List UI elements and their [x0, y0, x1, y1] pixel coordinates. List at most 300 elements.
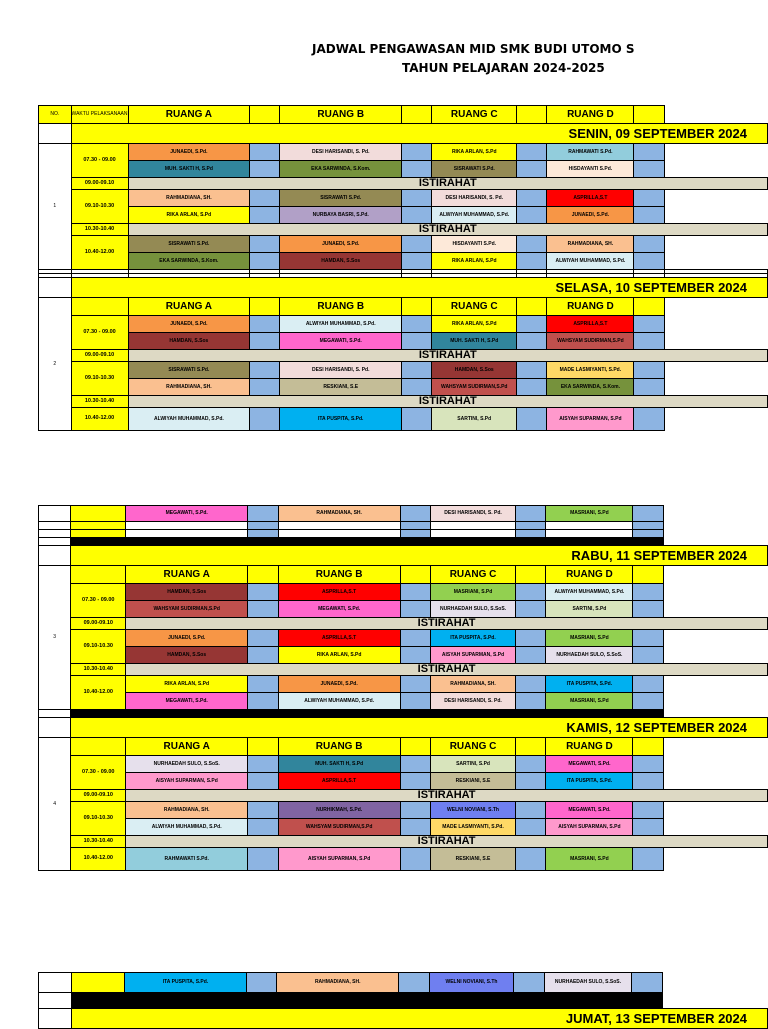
page-1	[0, 0, 768, 422]
header-room-code	[250, 298, 280, 316]
room-code-cell	[250, 190, 280, 207]
room-code-cell	[633, 676, 663, 693]
time-slot: 10.40-12.00	[71, 236, 128, 270]
header-room-code	[633, 566, 663, 584]
room-code-cell	[250, 316, 280, 333]
time-slot: 07.30 - 09.00	[71, 316, 128, 350]
room-code-cell	[402, 236, 432, 253]
room-code-cell	[250, 408, 280, 431]
schedule-table-page2	[38, 505, 768, 871]
supervisor-cell: HAMDAN, S.Sos	[126, 584, 248, 601]
empty-cell	[664, 144, 768, 161]
room-code-cell	[248, 601, 278, 618]
empty-cell	[663, 630, 767, 647]
day-no-blank	[39, 718, 71, 738]
empty-cell	[663, 773, 767, 790]
supervisor-cell: NURHIKMAH, S.Pd.	[278, 802, 400, 819]
supervisor-cell: JUNAEDI, S.Pd.	[126, 630, 248, 647]
day-title: RABU, 11 SEPTEMBER 2024	[71, 546, 768, 566]
room-code-cell	[633, 630, 663, 647]
supervisor-cell: SISRAWATI S.Pd.	[280, 190, 402, 207]
blank-cell	[39, 538, 71, 546]
supervisor-cell: ITA PUSPITA, S.Pd.	[546, 676, 633, 693]
document-title-line2: TAHUN PELAJARAN 2024-2025	[402, 61, 605, 75]
time-slot: 07.30 - 09.00	[71, 144, 128, 178]
blank-cell	[39, 522, 71, 530]
header-room-code	[517, 106, 547, 124]
room-code-cell	[400, 601, 430, 618]
supervisor-cell: HISDAYANTI S.Pd.	[432, 236, 517, 253]
room-code-cell	[402, 253, 432, 270]
supervisor-cell: ASPRILLA,S.T	[278, 584, 400, 601]
supervisor-cell: NURHAEDAH SULO, S.SoS.	[546, 647, 633, 664]
empty-cell	[663, 538, 767, 546]
supervisor-cell: NURHAEDAH SULO, S.SoS.	[126, 756, 248, 773]
header-waktu: WAKTU PELAKSANAAN	[71, 106, 128, 124]
room-code-cell	[633, 756, 663, 773]
supervisor-cell: AISYAH SUPARMAN, S.Pd	[431, 647, 516, 664]
time-slot: 09.10-10.30	[71, 802, 126, 836]
room-code-cell	[248, 506, 278, 522]
document-title-line1: JADWAL PENGAWASAN MID SMK BUDI UTOMO S	[312, 42, 635, 56]
room-code-cell	[400, 756, 430, 773]
supervisor-cell: ALWIYAH MUHAMMAD, S.Pd.	[128, 408, 250, 431]
header-room-code	[634, 298, 664, 316]
header-room-code	[517, 298, 547, 316]
supervisor-cell: RAHMADIANA, SH.	[431, 676, 516, 693]
supervisor-cell: MASRIANI, S.Pd	[546, 506, 633, 522]
room-code-cell	[517, 408, 547, 431]
supervisor-cell: MEGAWATI, S.Pd.	[546, 802, 633, 819]
supervisor-cell: AISYAH SUPARMAN, S.Pd	[547, 408, 634, 431]
room-code-cell	[248, 584, 278, 601]
supervisor-cell: RIKA ARLAN, S.Pd	[128, 207, 250, 224]
header-room: RUANG A	[128, 106, 250, 124]
supervisor-cell: NURHAEDAH SULO, S.SoS.	[431, 601, 516, 618]
supervisor-cell: MADE LASMIYANTI, S.Pd.	[547, 362, 634, 379]
empty-cell	[662, 973, 767, 993]
room-code-cell	[516, 647, 546, 664]
supervisor-cell: MASRIANI, S.Pd	[546, 848, 633, 871]
room-code-cell	[400, 584, 430, 601]
empty-cell	[663, 710, 767, 718]
supervisor-cell: RAHMADIANA, SH.	[128, 379, 250, 396]
room-code-cell	[634, 379, 664, 396]
room-code-cell	[402, 379, 432, 396]
empty-cell	[664, 362, 768, 379]
supervisor-cell: RIKA ARLAN, S.Pd	[432, 144, 517, 161]
supervisor-cell: WELNI NOVIANI, S.Th	[429, 973, 514, 993]
supervisor-cell: DESI HARISANDI, S. Pd.	[280, 144, 402, 161]
room-code-cell	[399, 973, 430, 993]
room-code-cell	[516, 601, 546, 618]
blank-cell	[39, 530, 71, 538]
supervisor-cell: WAHSYAM SUDIRMAN,S.Pd	[432, 379, 517, 396]
header-room-code	[516, 566, 546, 584]
supervisor-cell: ASPRILLA,S.T	[547, 316, 634, 333]
room-code-cell	[517, 333, 547, 350]
supervisor-cell: EKA SARWINDA, S.Kom.	[280, 161, 402, 178]
time-slot: 10.30-10.40	[71, 836, 126, 848]
empty-cell	[664, 190, 768, 207]
day-title: SELASA, 10 SEPTEMBER 2024	[71, 278, 767, 298]
header-room: RUANG C	[432, 298, 517, 316]
room-code-cell	[516, 756, 546, 773]
supervisor-cell: RESKIANI, S.E	[431, 848, 516, 871]
header-room: RUANG C	[431, 566, 516, 584]
supervisor-cell: SISRAWATI S.Pd.	[128, 236, 250, 253]
time-slot: 09.10-10.30	[71, 630, 126, 664]
room-code-cell	[250, 362, 280, 379]
blank-cell	[516, 522, 546, 530]
break-cell: ISTIRAHAT	[126, 790, 768, 802]
room-code-cell	[248, 802, 278, 819]
header-waktu-blank	[71, 298, 128, 316]
room-code-cell	[402, 190, 432, 207]
header-room: RUANG A	[128, 298, 250, 316]
room-code-cell	[633, 584, 663, 601]
break-cell: ISTIRAHAT	[128, 178, 768, 190]
day-no-blank	[39, 124, 72, 144]
header-room-code	[250, 106, 280, 124]
supervisor-cell: HAMDAN, S.Sos	[432, 362, 517, 379]
header-room: RUANG D	[546, 738, 633, 756]
day-no-blank	[39, 278, 72, 298]
header-room: RUANG A	[126, 566, 248, 584]
room-code-cell	[517, 161, 547, 178]
supervisor-cell: MASRIANI, S.Pd	[546, 630, 633, 647]
room-code-cell	[248, 756, 278, 773]
supervisor-cell: EKA SARWINDA, S.Kom.	[547, 379, 634, 396]
time-slot: 10.40-12.00	[71, 848, 126, 871]
supervisor-cell: SISRAWATI S.Pd.	[432, 161, 517, 178]
room-code-cell	[250, 207, 280, 224]
header-room: RUANG C	[431, 738, 516, 756]
room-code-cell	[402, 316, 432, 333]
supervisor-cell: ITA PUSPITA, S.Pd.	[280, 408, 402, 431]
room-code-cell	[634, 362, 664, 379]
supervisor-cell: SARTINI, S.Pd	[432, 408, 517, 431]
room-code-cell	[400, 630, 430, 647]
time-slot: 10.40-12.00	[71, 408, 128, 431]
blank-cell	[248, 530, 278, 538]
header-room-code	[402, 106, 432, 124]
header-room: RUANG B	[278, 738, 400, 756]
room-code-cell	[634, 144, 664, 161]
blank-cell	[546, 530, 633, 538]
header-room-code	[248, 738, 278, 756]
blank-cell	[546, 522, 633, 530]
supervisor-cell: MEGAWATI, S.Pd.	[280, 333, 402, 350]
room-code-cell	[250, 144, 280, 161]
header-waktu-blank	[71, 566, 126, 584]
empty-cell	[664, 298, 768, 316]
empty-cell	[664, 106, 768, 124]
break-cell: ISTIRAHAT	[126, 836, 768, 848]
time-slot: 09.10-10.30	[71, 190, 128, 224]
black-band	[71, 538, 663, 546]
room-code-cell	[634, 161, 664, 178]
time-slot: 07.30 - 09.00	[71, 584, 126, 618]
room-code-cell	[516, 819, 546, 836]
supervisor-cell: ALWIYAH MUHAMMAD, S.Pd.	[547, 253, 634, 270]
room-code-cell	[248, 693, 278, 710]
supervisor-cell: HAMDAN, S.Sos	[128, 333, 250, 350]
room-code-cell	[517, 236, 547, 253]
room-code-cell	[248, 630, 278, 647]
room-code-cell	[250, 161, 280, 178]
room-code-cell	[248, 848, 278, 871]
room-code-cell	[514, 973, 545, 993]
header-room: RUANG B	[280, 106, 402, 124]
room-code-cell	[633, 647, 663, 664]
supervisor-cell: NURHAEDAH SULO, S.SoS.	[544, 973, 631, 993]
supervisor-cell: SARTINI, S.Pd	[546, 601, 633, 618]
room-code-cell	[400, 848, 430, 871]
room-code-cell	[633, 802, 663, 819]
room-code-cell	[250, 333, 280, 350]
room-code-cell	[248, 647, 278, 664]
room-code-cell	[633, 848, 663, 871]
header-room-code	[402, 298, 432, 316]
black-band	[71, 993, 662, 1009]
break-cell: ISTIRAHAT	[126, 664, 768, 676]
carry-no-blank	[39, 506, 71, 522]
header-room-code	[400, 566, 430, 584]
supervisor-cell: DESI HARISANDI, S. Pd.	[280, 362, 402, 379]
room-code-cell	[516, 506, 546, 522]
blank-cell	[400, 522, 430, 530]
header-room: RUANG D	[547, 298, 634, 316]
header-room: RUANG D	[547, 106, 634, 124]
supervisor-cell: MADE LASMIYANTI, S.Pd.	[431, 819, 516, 836]
supervisor-cell: ALWIYAH MUHAMMAD, S.Pd.	[278, 693, 400, 710]
day-title: KAMIS, 12 SEPTEMBER 2024	[71, 718, 768, 738]
empty-cell	[664, 253, 768, 270]
empty-cell	[664, 379, 768, 396]
empty-cell	[663, 738, 767, 756]
blank-cell	[126, 522, 248, 530]
header-room: RUANG B	[280, 298, 402, 316]
empty-cell	[663, 506, 767, 522]
empty-cell	[664, 236, 768, 253]
blank-cell	[516, 530, 546, 538]
header-room-code	[516, 738, 546, 756]
page-2	[0, 502, 768, 892]
room-code-cell	[400, 676, 430, 693]
header-room-code	[634, 106, 664, 124]
room-code-cell	[517, 362, 547, 379]
supervisor-cell: SISRAWATI S.Pd.	[128, 362, 250, 379]
time-slot: 09.00-09.10	[71, 178, 128, 190]
supervisor-cell: AISYAH SUPARMAN, S.Pd	[546, 819, 633, 836]
day-number: 3	[39, 566, 71, 710]
black-band	[71, 710, 663, 718]
time-slot: 10.30-10.40	[71, 396, 128, 408]
supervisor-cell: JUNAEDI, S.Pd.	[128, 316, 250, 333]
empty-cell	[663, 647, 767, 664]
day-number: 1	[39, 144, 72, 270]
room-code-cell	[400, 819, 430, 836]
supervisor-cell: MUH. SAKTI H, S.Pd	[128, 161, 250, 178]
carry-time-blank	[71, 973, 125, 993]
room-code-cell	[402, 144, 432, 161]
supervisor-cell: RIKA ARLAN, S.Pd	[126, 676, 248, 693]
schedule-table-page1	[38, 105, 768, 431]
blank-cell	[278, 522, 400, 530]
supervisor-cell: SARTINI, S.Pd	[431, 756, 516, 773]
carry-time-blank	[71, 506, 126, 522]
room-code-cell	[516, 802, 546, 819]
blank-cell	[39, 1009, 72, 1029]
blank-cell	[400, 530, 430, 538]
supervisor-cell: ALWIYAH MUHAMMAD, S.Pd.	[546, 584, 633, 601]
room-code-cell	[250, 236, 280, 253]
header-room: RUANG A	[126, 738, 248, 756]
empty-cell	[663, 802, 767, 819]
blank-cell	[71, 522, 126, 530]
supervisor-cell: ITA PUSPITA, S.Pd.	[125, 973, 247, 993]
room-code-cell	[634, 408, 664, 431]
empty-cell	[664, 161, 768, 178]
supervisor-cell: HAMDAN, S.Sos	[126, 647, 248, 664]
time-slot: 09.00-09.10	[71, 350, 128, 362]
supervisor-cell: WAHSYAM SUDIRMAN,S.Pd	[126, 601, 248, 618]
carry-no-blank	[39, 973, 72, 993]
room-code-cell	[633, 506, 663, 522]
room-code-cell	[633, 819, 663, 836]
day-title: JUMAT, 13 SEPTEMBER 2024	[71, 1009, 767, 1029]
room-code-cell	[402, 161, 432, 178]
day-number: 4	[39, 738, 71, 871]
room-code-cell	[517, 379, 547, 396]
header-room: RUANG D	[546, 566, 633, 584]
supervisor-cell: MUH. SAKTI H, S.Pd	[278, 756, 400, 773]
room-code-cell	[634, 236, 664, 253]
room-code-cell	[248, 819, 278, 836]
supervisor-cell: ALWIYAH MUHAMMAD, S.Pd.	[126, 819, 248, 836]
supervisor-cell: ITA PUSPITA, S.Pd.	[431, 630, 516, 647]
empty-cell	[663, 676, 767, 693]
supervisor-cell: WAHSYAM SUDIRMAN,S.Pd	[278, 819, 400, 836]
room-code-cell	[633, 693, 663, 710]
room-code-cell	[402, 362, 432, 379]
supervisor-cell: HAMDAN, S.Sos	[280, 253, 402, 270]
supervisor-cell: RAHMADIANA, SH.	[128, 190, 250, 207]
room-code-cell	[400, 647, 430, 664]
supervisor-cell: RAHMADIANA, SH.	[547, 236, 634, 253]
room-code-cell	[517, 144, 547, 161]
room-code-cell	[634, 190, 664, 207]
supervisor-cell: RIKA ARLAN, S.Pd	[432, 316, 517, 333]
room-code-cell	[517, 316, 547, 333]
supervisor-cell: MASRIANI, S.Pd	[431, 584, 516, 601]
supervisor-cell: NURBAYA BASRI, S.Pd.	[280, 207, 402, 224]
room-code-cell	[400, 506, 430, 522]
supervisor-cell: ITA PUSPITA, S.Pd.	[546, 773, 633, 790]
room-code-cell	[517, 253, 547, 270]
day-title: SENIN, 09 SEPTEMBER 2024	[71, 124, 767, 144]
room-code-cell	[516, 848, 546, 871]
blank-cell	[39, 710, 71, 718]
page-3	[0, 972, 768, 1024]
time-slot: 09.00-09.10	[71, 618, 126, 630]
time-slot: 09.00-09.10	[71, 790, 126, 802]
supervisor-cell: ALWIYAH MUHAMMAD, S.Pd.	[280, 316, 402, 333]
room-code-cell	[633, 601, 663, 618]
room-code-cell	[516, 773, 546, 790]
supervisor-cell: JUNAEDI, S.Pd.	[280, 236, 402, 253]
room-code-cell	[248, 676, 278, 693]
supervisor-cell: MEGAWATI, S.Pd.	[126, 506, 248, 522]
room-code-cell	[516, 584, 546, 601]
empty-cell	[663, 530, 767, 538]
time-slot: 09.10-10.30	[71, 362, 128, 396]
room-code-cell	[400, 693, 430, 710]
time-slot: 10.30-10.40	[71, 664, 126, 676]
supervisor-cell: DESI HARISANDI, S. Pd.	[431, 506, 516, 522]
blank-cell	[71, 530, 126, 538]
supervisor-cell: HISDAYANTI S.Pd.	[547, 161, 634, 178]
supervisor-cell: RIKA ARLAN, S.Pd	[432, 253, 517, 270]
supervisor-cell: RAHMAWATI S.Pd.	[126, 848, 248, 871]
supervisor-cell: WAHSYAM SUDIRMAN,S.Pd	[547, 333, 634, 350]
supervisor-cell: MEGAWATI, S.Pd.	[546, 756, 633, 773]
supervisor-cell: ASPRILLA,S.T	[278, 630, 400, 647]
supervisor-cell: WELNI NOVIANI, S.Th	[431, 802, 516, 819]
empty-cell	[663, 756, 767, 773]
supervisor-cell: MUH. SAKTI H, S.Pd	[432, 333, 517, 350]
header-room: RUANG B	[278, 566, 400, 584]
room-code-cell	[246, 973, 277, 993]
supervisor-cell: AISYAH SUPARMAN, S.Pd	[278, 848, 400, 871]
empty-cell	[663, 584, 767, 601]
empty-cell	[663, 522, 767, 530]
room-code-cell	[516, 676, 546, 693]
empty-cell	[664, 207, 768, 224]
day-no-blank	[39, 546, 71, 566]
room-code-cell	[517, 190, 547, 207]
empty-cell	[663, 601, 767, 618]
room-code-cell	[248, 773, 278, 790]
blank-cell	[431, 530, 516, 538]
supervisor-cell: RIKA ARLAN, S.Pd	[278, 647, 400, 664]
room-code-cell	[400, 773, 430, 790]
supervisor-cell: MEGAWATI, S.Pd.	[126, 693, 248, 710]
blank-cell	[633, 522, 663, 530]
header-waktu-blank	[71, 738, 126, 756]
supervisor-cell: JUNAEDI, S.Pd.	[547, 207, 634, 224]
room-code-cell	[634, 253, 664, 270]
supervisor-cell: RESKIANI, S.E	[431, 773, 516, 790]
header-no: NO.	[39, 106, 72, 124]
room-code-cell	[402, 408, 432, 431]
supervisor-cell: ASPRILLA,S.T	[278, 773, 400, 790]
room-code-cell	[634, 207, 664, 224]
room-code-cell	[402, 207, 432, 224]
header-room-code	[248, 566, 278, 584]
supervisor-cell: DESI HARISANDI, S. Pd.	[431, 693, 516, 710]
blank-cell	[126, 530, 248, 538]
supervisor-cell: JUNAEDI, S.Pd.	[278, 676, 400, 693]
header-room-code	[400, 738, 430, 756]
day-number: 2	[39, 298, 72, 431]
supervisor-cell: MEGAWATI, S.Pd.	[278, 601, 400, 618]
supervisor-cell: RAHMADIANA, SH.	[278, 506, 400, 522]
supervisor-cell: ALWIYAH MUHAMMAD, S.Pd.	[432, 207, 517, 224]
time-slot: 10.40-12.00	[71, 676, 126, 710]
break-cell: ISTIRAHAT	[128, 350, 768, 362]
